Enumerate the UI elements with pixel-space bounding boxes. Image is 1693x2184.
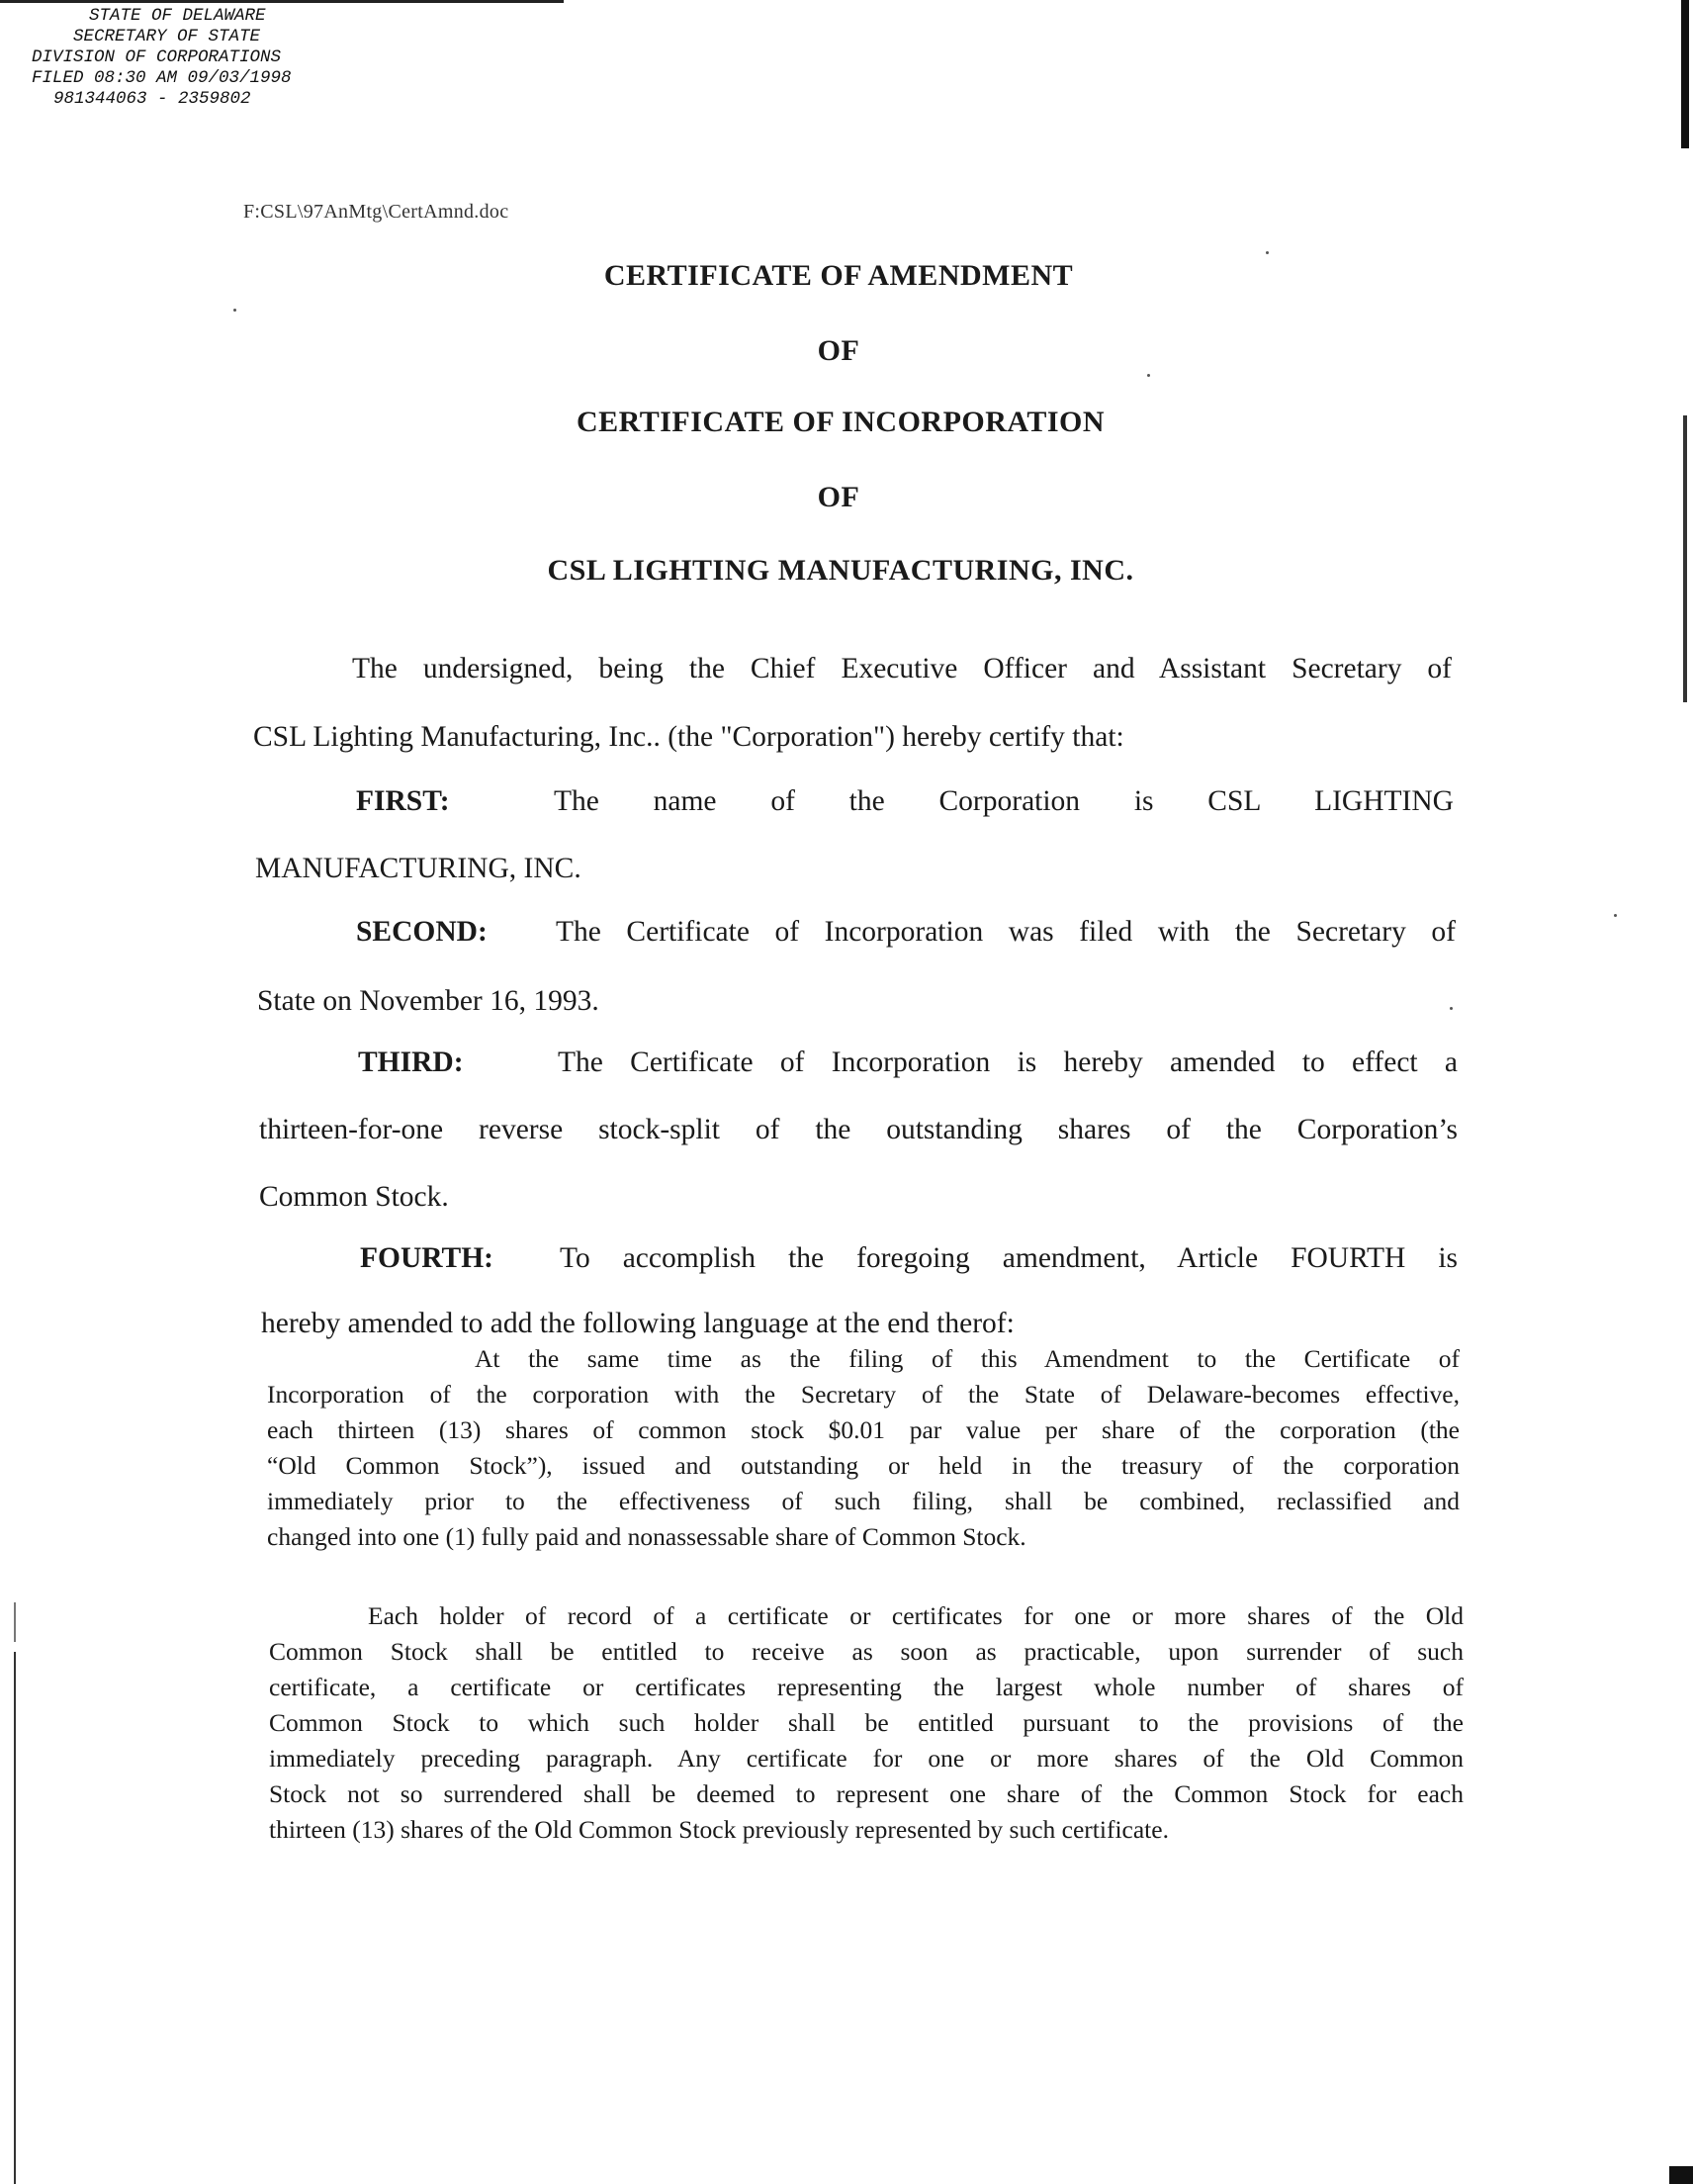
title-certificate-of-incorporation: CERTIFICATE OF INCORPORATION [576,406,1106,438]
amendment-line: each thirteen (13) shares of common stock $0.01 par value per share of the corporation (the [267,1415,1460,1444]
scan-speck [1450,1007,1453,1010]
scan-edge-right [1681,0,1689,148]
article-fourth [360,1242,1458,1275]
stamp-line: FILED 08:30 AM 09/03/1998 [32,68,292,88]
article-first [356,785,1454,818]
intro-line-2: CSL Lighting Manufacturing, Inc.. (the "Corporation") hereby certify that: [253,721,1124,753]
stamp-line: 981344063 - 2359802 [53,89,251,109]
article-fourth-text: To accomplish the foregoing amendment, Article FOURTH is [560,1242,1458,1274]
amendment-line: Stock not so surrendered shall be deemed to represent one share of the Common Stock for each [269,1779,1464,1808]
article-first-text: The name of the Corporation is CSL LIGHTING [554,785,1454,817]
scan-speck [1614,914,1617,917]
article-second-text: The Certificate of Incorporation was filed with the Secretary of [556,916,1456,948]
article-second [356,916,1456,949]
file-path: F:CSL\97AnMtg\CertAmnd.doc [243,201,509,223]
article-fourth-continuation: hereby amended to add the following language at the end therof: [261,1308,1015,1339]
amendment-paragraph-1 [267,1341,1460,1555]
amendment-line: Each holder of record of a certificate or certificates for one or more shares of the Old [368,1601,1464,1630]
amendment-line: Common Stock to which such holder shall be entitled pursuant to the provisions of the [269,1708,1464,1737]
filing-stamp [32,6,292,110]
scan-corner-mark [1669,2166,1693,2184]
amendment-line: Incorporation of the corporation with the Secretary of the State of Delaware-becomes effective, [267,1380,1460,1409]
article-third-label: THIRD: [358,1046,464,1078]
title-of: OF [817,334,860,367]
amendment-paragraph-2 [269,1598,1464,1848]
amendment-line: changed into one (1) fully paid and nonassessable share of Common Stock. [267,1522,1026,1551]
scan-speck [233,309,236,312]
scan-speck [1266,251,1269,254]
scan-edge-left [14,1652,16,2184]
stamp-line: DIVISION OF CORPORATIONS [32,47,282,67]
article-third [358,1046,1458,1079]
amendment-line: thirteen (13) shares of the Old Common Stock previously represented by such certificate. [269,1815,1169,1844]
article-third-continuation: thirteen-for-one reverse stock-split of the outstanding shares of the Corporation’s [259,1114,1458,1145]
stamp-line: STATE OF DELAWARE [89,6,266,26]
article-third-end: Common Stock. [259,1181,449,1213]
amendment-line: At the same time as the filing of this Amendment to the Certificate of [475,1344,1460,1373]
intro-line-1: The undersigned, being the Chief Executive Officer and Assistant Secretary of [352,653,1452,684]
amendment-line: Common Stock shall be entitled to receive as soon as practicable, upon surrender of such [269,1637,1464,1666]
scan-speck [1147,374,1150,377]
amendment-line: immediately prior to the effectiveness of such filing, shall be combined, reclassified and [267,1487,1460,1515]
amendment-line: immediately preceding paragraph. Any certificate for one or more shares of the Old Common [269,1744,1464,1773]
article-fourth-label: FOURTH: [360,1242,493,1274]
article-first-continuation: MANUFACTURING, INC. [255,853,581,884]
amendment-line: “Old Common Stock”), issued and outstanding or held in the treasury of the corporation [267,1451,1460,1480]
scan-edge-top [0,0,564,3]
title-of: OF [817,481,860,513]
amendment-line: certificate, a certificate or certificates representing the largest whole number of shares of [269,1673,1464,1701]
stamp-line: SECRETARY OF STATE [73,27,261,46]
article-third-text: The Certificate of Incorporation is hereby amended to effect a [558,1046,1458,1078]
article-second-continuation: State on November 16, 1993. [257,985,599,1017]
article-first-label: FIRST: [356,785,450,817]
article-second-label: SECOND: [356,916,488,948]
scan-edge-left-dash [14,1602,16,1642]
company-name-title: CSL LIGHTING MANUFACTURING, INC. [547,554,1134,587]
document-title: CERTIFICATE OF AMENDMENT [603,259,1074,292]
